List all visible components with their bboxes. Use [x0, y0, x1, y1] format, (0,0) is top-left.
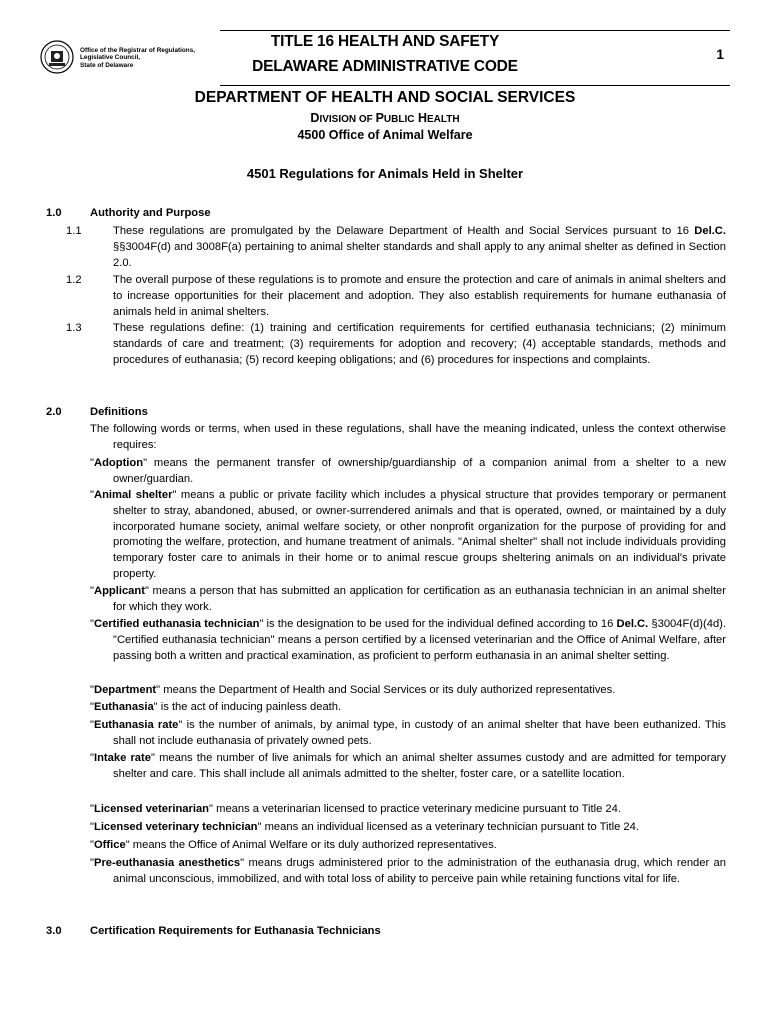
definition-item: "Certified euthanasia technician" is the designation to be used for the individual defined according to 16 Del.C. §3004F(d)(4d). "Certified euthanasia technician" means a person certified by a licensed veterinarian and the Office of Animal Welfare, after passing both a written and practical examination, as proficient to perform euthanasia in an animal shelter setting. [90, 618, 726, 662]
definition-item: "Adoption" means the permanent transfer of ownership/guardianship of a companion animal from a shelter to a new owner/guardian. [90, 457, 726, 485]
definition-item: "Licensed veterinary technician" means an individual licensed as a veterinary technician pursuant to Title 24. [90, 821, 639, 833]
subsection-text: These regulations define: (1) training and certification requirements for certified euthanasia technicians; (2) minimum standards of care and treatment; (3) requirements for adoption and recovery; (4) acceptable standards, methods and procedures of euthanasia; (5) record keeping obligations; and (6) procedures for inspections and complaints. [113, 322, 726, 366]
definition-item: "Department" means the Department of Health and Social Services or its duly authorized representatives. [90, 684, 616, 696]
header-title-line-2: DELAWARE ADMINISTRATIVE CODE [252, 58, 518, 75]
subsection-text: The overall purpose of these regulations is to promote and ensure the protection and care of animals in animal shelters and to increase opportunities for their placement and adoption. They also establish requirements for humane euthanasia of animals held in animal shelters. [113, 274, 726, 318]
definition-item: "Euthanasia" is the act of inducing painless death. [90, 701, 342, 713]
section-number: 3.0 [46, 925, 62, 937]
subsection-number: 1.3 [66, 322, 82, 334]
office-line-2: Legislative Council, [80, 54, 141, 62]
state-seal-icon [40, 40, 74, 74]
section-number: 2.0 [46, 406, 62, 418]
subsection-text: These regulations are promulgated by the Delaware Department of Health and Social Services pursuant to 16 Del.C. §§3004F(d) and 3008F(a) pertaining to animal shelter standards and shall apply to any animal shelter as defined in Section 2.0. [113, 225, 726, 269]
section-title: Authority and Purpose [90, 207, 211, 219]
definition-item: "Animal shelter" means a public or private facility which includes a physical structure that provides temporary or permanent shelter to stray, abandoned, abused, or owner-surrendered animals and that is operated, owned, or maintained by a duly incorporated humane society, animal welfare society, or other nonprofit organization for the purpose of providing for and promoting the welfare, protection, and humane treatment of animals. "Animal shelter" shall not include individuals providing temporary foster care to animals in their home or to animal rescue groups sheltering animals on an individual's private property. [90, 489, 726, 580]
office-line-3: State of Delaware [80, 61, 134, 69]
registrar-office-label [80, 47, 195, 69]
definition-item: "Office" means the Office of Animal Welfare or its duly authorized representatives. [90, 839, 497, 851]
regulation-title: 4501 Regulations for Animals Held in Shelter [246, 166, 524, 181]
definition-item: "Euthanasia rate" is the number of animals, by animal type, in custody of an animal shelter that have been euthanized. This shall not include euthanasia of privately owned pets. [90, 719, 726, 747]
definitions-intro: The following words or terms, when used in these regulations, shall have the meaning indicated, unless the context otherwise requires: [90, 423, 726, 451]
header-top-rule [220, 30, 730, 31]
header-bottom-rule [220, 85, 730, 86]
definition-item: "Licensed veterinarian" means a veterinarian licensed to practice veterinary medicine pursuant to Title 24. [90, 803, 621, 815]
division-heading: DIVISION OF PUBLIC HEALTH [310, 111, 460, 125]
office-heading: 4500 Office of Animal Welfare [297, 128, 473, 142]
subsection-number: 1.1 [66, 225, 82, 237]
header-title-line-1: TITLE 16 HEALTH AND SAFETY [270, 33, 500, 50]
office-line-1: Office of the Registrar of Regulations, [80, 47, 196, 54]
subsection-number: 1.2 [66, 274, 82, 286]
section-title: Certification Requirements for Euthanasia Technicians [90, 925, 381, 937]
definition-item: "Intake rate" means the number of live animals for which an animal shelter assumes custody and are admitted for temporary shelter and care. This shall include all animals admitted to the shelter, foster care, or a satellite location. [90, 752, 726, 780]
section-title: Definitions [90, 406, 148, 418]
page-number: 1 [716, 46, 724, 62]
page-header [40, 30, 730, 86]
definition-item: "Applicant" means a person that has submitted an application for certification as an euthanasia technician in an animal shelter for which they work. [90, 585, 726, 613]
section-number: 1.0 [46, 207, 62, 219]
department-heading: DEPARTMENT OF HEALTH AND SOCIAL SERVICES [194, 89, 576, 106]
definition-item: "Pre-euthanasia anesthetics" means drugs administered prior to the administration of the euthanasia drug, which render an animal unconscious, immobilized, and with total loss of ability to perceive pain while retaining functions vital for life. [90, 857, 727, 885]
